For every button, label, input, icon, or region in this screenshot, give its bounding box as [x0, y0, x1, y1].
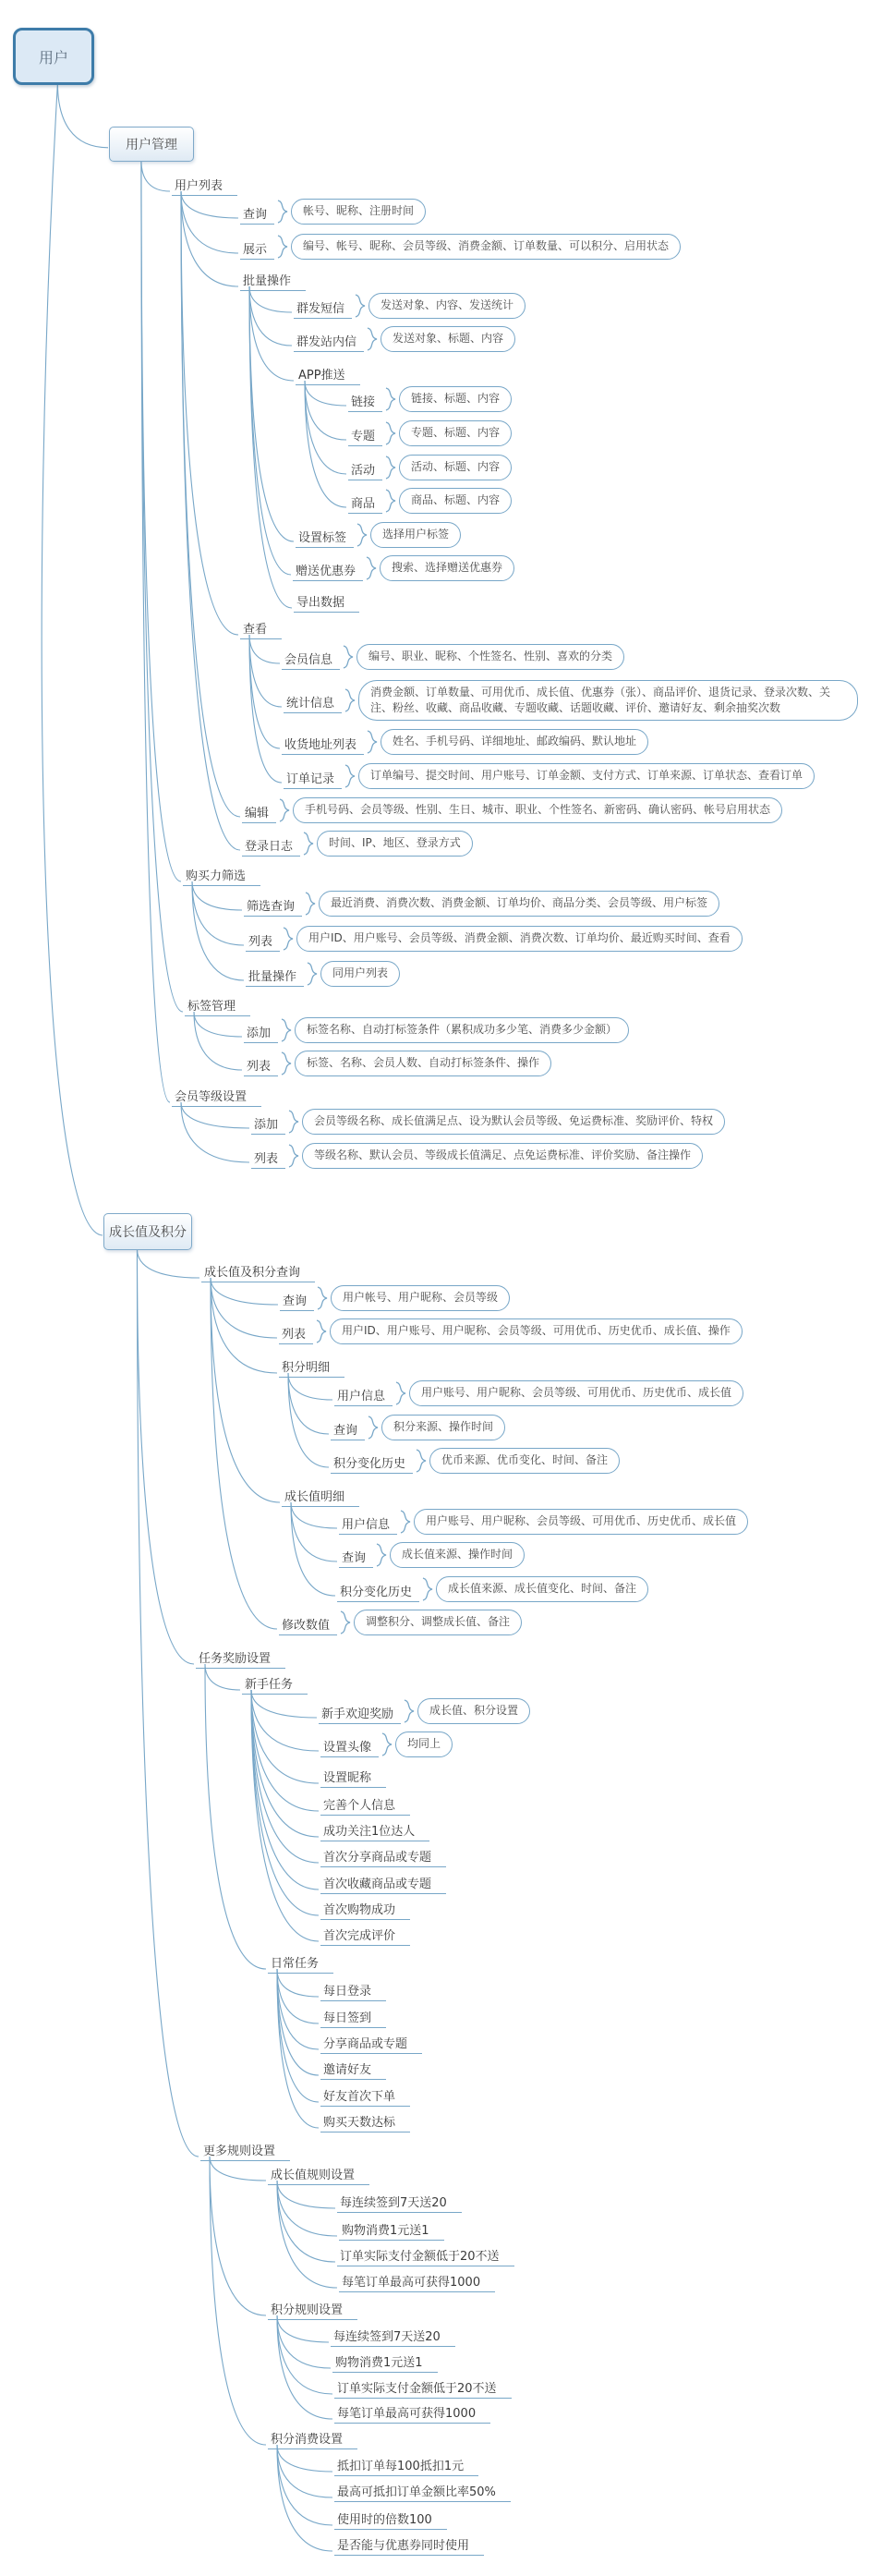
node-label: 好友首次下单	[320, 2086, 410, 2107]
node-push-product[interactable]	[348, 488, 512, 514]
node-label: 日常任务	[268, 1953, 333, 1974]
brace-icon	[422, 1577, 433, 1601]
node-label: 用户信息	[339, 1514, 397, 1535]
bubble-push-topic[interactable]: 专题、标题、内容	[399, 420, 512, 445]
bubble-pd-query[interactable]: 积分来源、操作时间	[381, 1415, 505, 1440]
node-label: 筛选查询	[244, 896, 302, 917]
node-label: 购买天数达标	[320, 2112, 410, 2132]
brace-icon	[385, 456, 396, 480]
node-newbie-tasks[interactable]	[242, 1674, 308, 1695]
node-growth-detail[interactable]	[282, 1487, 359, 1507]
brace-icon	[355, 294, 366, 318]
node-title: 成长值及积分	[109, 1225, 187, 1240]
node-label: 专题	[348, 426, 382, 446]
node-ul-query[interactable]	[240, 199, 426, 225]
node-gr-checkin[interactable]	[337, 2193, 462, 2213]
bubble-pd-history[interactable]: 优币来源、优币变化、时间、备注	[429, 1448, 620, 1473]
node-label: 购买力筛选	[183, 866, 260, 886]
node-pr-min[interactable]	[334, 2378, 512, 2399]
node-pr-spend[interactable]	[332, 2352, 438, 2373]
node-label: 商品	[348, 493, 382, 514]
node-label: 查询	[331, 1420, 365, 1440]
node-complete-profile[interactable]	[320, 1795, 410, 1816]
node-label: APP推送	[296, 365, 360, 385]
node-pd-history[interactable]	[331, 1448, 620, 1474]
brace-icon	[307, 962, 318, 986]
node-give-coupon[interactable]	[293, 555, 514, 581]
brace-icon	[279, 798, 290, 822]
node-label: 会员信息	[282, 650, 340, 670]
node-tag-management[interactable]	[185, 996, 250, 1016]
node-more-rules[interactable]	[200, 2141, 290, 2161]
node-label: 每日签到	[320, 2008, 386, 2028]
bubble-set-tag[interactable]: 选择用户标签	[370, 522, 461, 547]
brace-icon	[344, 764, 356, 788]
brace-icon	[305, 892, 316, 916]
bubble-pf-batch[interactable]: 同用户列表	[320, 961, 400, 986]
brace-icon	[367, 327, 378, 351]
node-label: 查询	[240, 204, 274, 225]
node-label: 积分变化历史	[337, 1582, 419, 1602]
node-pf-query[interactable]	[244, 891, 719, 917]
node-pr-max[interactable]	[334, 2403, 490, 2424]
node-user[interactable]	[13, 28, 94, 85]
bubble-tag-list[interactable]: 标签、名称、会员人数、自动打标签条件、操作	[295, 1051, 551, 1075]
bubble-gpq-query[interactable]: 用户帐号、用户昵称、会员等级	[331, 1285, 510, 1310]
brace-icon	[340, 1610, 351, 1634]
bubble-give-coupon[interactable]: 搜索、选择赠送优惠券	[380, 555, 514, 580]
node-points-spend[interactable]	[268, 2429, 357, 2449]
node-label: 群发站内信	[294, 332, 364, 352]
node-label: 统计信息	[284, 693, 342, 713]
node-label: 每笔订单最高可获得1000	[339, 2272, 495, 2292]
brace-icon	[381, 1732, 393, 1756]
node-set-tag[interactable]	[296, 522, 461, 548]
bubble-order-records[interactable]: 订单编号、提交时间、用户账号、订单金额、支付方式、订单来源、订单状态、查看订单	[358, 763, 815, 788]
brace-icon	[376, 1543, 387, 1567]
node-pr-checkin[interactable]	[331, 2327, 455, 2347]
node-label: 成功关注1位达人	[320, 1821, 429, 1841]
node-label: 任务奖励设置	[196, 1648, 285, 1669]
node-label: 群发短信	[294, 298, 352, 319]
node-tag-add[interactable]	[244, 1017, 629, 1043]
brace-icon	[277, 235, 288, 259]
node-label: 最高可抵扣订单金额比率50%	[334, 2482, 511, 2502]
node-label: 更多规则设置	[200, 2141, 290, 2161]
node-first-purchase[interactable]	[320, 1900, 410, 1920]
brace-icon	[317, 1286, 328, 1310]
node-gd-query[interactable]	[339, 1542, 525, 1568]
node-label: 新手任务	[242, 1674, 308, 1695]
bubble-set-avatar[interactable]: 均同上	[395, 1732, 453, 1756]
node-label: 购物消费1元送1	[332, 2352, 438, 2373]
bubble-push-product[interactable]: 商品、标题、内容	[399, 488, 512, 513]
node-label: 购物消费1元送1	[339, 2220, 444, 2241]
node-ps-deduct[interactable]	[334, 2456, 478, 2476]
bubble-login-log[interactable]: 时间、IP、地区、登录方式	[317, 831, 473, 856]
node-address-list[interactable]	[282, 729, 648, 755]
node-first-share[interactable]	[320, 1847, 446, 1867]
brace-icon	[344, 688, 356, 712]
bubble-batch-sms[interactable]: 发送对象、内容、发送统计	[368, 293, 526, 318]
bubble-tag-add[interactable]: 标签名称、自动打标签条件（累积成功多少笔、消费多少金额）	[295, 1017, 629, 1042]
node-task-rewards[interactable]	[196, 1648, 285, 1669]
brace-icon	[367, 730, 378, 754]
node-pd-query[interactable]	[331, 1415, 505, 1440]
node-label: 首次收藏商品或专题	[320, 1874, 446, 1894]
brace-icon	[366, 556, 377, 580]
node-growth-rules[interactable]	[268, 2165, 369, 2185]
node-gr-spend[interactable]	[339, 2220, 444, 2241]
node-label: 订单记录	[284, 769, 342, 789]
node-stats-info[interactable]	[284, 687, 858, 713]
node-label: 积分规则设置	[268, 2300, 357, 2320]
node-label: 列表	[279, 1324, 313, 1344]
brace-icon	[288, 1144, 299, 1168]
brace-icon	[283, 927, 294, 951]
bubble-gd-history[interactable]: 成长值来源、成长值变化、时间、备注	[436, 1576, 648, 1601]
node-invite-friend[interactable]	[320, 2060, 386, 2080]
node-daily-tasks[interactable]	[268, 1953, 333, 1974]
node-label: 用户列表	[172, 176, 237, 196]
node-label: 首次分享商品或专题	[320, 1847, 446, 1867]
node-growth-points[interactable]	[103, 1213, 192, 1250]
node-modify-value[interactable]	[279, 1610, 522, 1635]
node-label: 成长值及积分查询	[201, 1262, 315, 1282]
node-label: 设置头像	[320, 1737, 379, 1757]
node-level-list[interactable]	[251, 1143, 703, 1169]
brace-icon	[343, 645, 354, 669]
bubble-address-list[interactable]: 姓名、手机号码、详细地址、邮政编码、默认地址	[381, 729, 648, 754]
node-label: 首次购物成功	[320, 1900, 410, 1920]
node-label: 导出数据	[294, 592, 359, 613]
node-label: 查询	[339, 1548, 373, 1568]
brace-icon	[385, 387, 396, 411]
node-label: 赠送优惠券	[293, 561, 363, 581]
node-newbie-welcome[interactable]	[319, 1698, 530, 1724]
node-label: 列表	[251, 1148, 285, 1169]
bubble-pd-user-info[interactable]: 用户账号、用户昵称、会员等级、可用优币、历史优币、成长值	[409, 1380, 743, 1405]
bubble-level-list[interactable]: 等级名称、默认会员、等级成长值满足、点免运费标准、评价奖励、备注操作	[302, 1143, 703, 1168]
brace-icon	[281, 1018, 292, 1042]
node-user-list[interactable]	[172, 176, 237, 196]
brace-icon	[316, 1319, 327, 1343]
node-label: 用户信息	[334, 1386, 393, 1406]
node-ul-batch[interactable]	[240, 271, 306, 291]
node-share-product[interactable]	[320, 2034, 422, 2054]
bubble-newbie-welcome[interactable]: 成长值、积分设置	[417, 1698, 530, 1723]
node-label: 成长值规则设置	[268, 2165, 369, 2185]
node-title: 用户	[38, 48, 68, 67]
bubble-pf-query[interactable]: 最近消费、消费次数、消费金额、订单均价、商品分类、会员等级、用户标签	[319, 891, 719, 916]
bubble-edit[interactable]: 手机号码、会员等级、性别、生日、城市、职业、个性签名、新密码、确认密码、帐号启用状态	[293, 797, 782, 822]
node-label: 批量操作	[240, 271, 306, 291]
node-first-collect[interactable]	[320, 1874, 446, 1894]
bubble-gd-query[interactable]: 成长值来源、操作时间	[390, 1542, 525, 1567]
node-batch-sitemsg[interactable]	[294, 326, 515, 352]
bubble-push-activity[interactable]: 活动、标题、内容	[399, 455, 512, 480]
bubble-member-info[interactable]: 编号、职业、昵称、个性签名、性别、喜欢的分类	[356, 644, 624, 669]
node-label: 积分变化历史	[331, 1453, 413, 1474]
brace-icon	[281, 1051, 292, 1075]
node-pf-batch[interactable]	[246, 961, 400, 987]
brace-icon	[303, 832, 314, 856]
node-label: 积分明细	[279, 1357, 344, 1378]
bubble-batch-sitemsg[interactable]: 发送对象、标题、内容	[381, 326, 515, 351]
brace-icon	[404, 1699, 415, 1723]
brace-icon	[416, 1449, 427, 1473]
bubble-gpq-list[interactable]: 用户ID、用户账号、用户昵称、会员等级、可用优币、历史优币、成长值、操作	[330, 1318, 743, 1343]
node-label: 收货地址列表	[282, 735, 364, 755]
node-label: 首次完成评价	[320, 1926, 410, 1946]
node-ps-multiple[interactable]	[334, 2509, 447, 2530]
node-level-add[interactable]	[251, 1109, 725, 1135]
node-label: 每连续签到7天送20	[331, 2327, 455, 2347]
node-user-management[interactable]	[109, 127, 194, 162]
brace-icon	[288, 1110, 299, 1134]
node-label: 邀请好友	[320, 2060, 386, 2080]
node-label: 编辑	[242, 803, 276, 823]
node-set-nickname[interactable]	[320, 1768, 386, 1788]
node-gd-history[interactable]	[337, 1576, 648, 1602]
node-view[interactable]	[240, 619, 282, 639]
node-label: 每日登录	[320, 1981, 386, 2001]
node-ul-display[interactable]	[240, 234, 681, 260]
bubble-gd-user-info[interactable]: 用户账号、用户昵称、会员等级、可用优币、历史优币、成长值	[414, 1509, 748, 1534]
node-label: 分享商品或专题	[320, 2034, 422, 2054]
node-gpq-query[interactable]	[280, 1285, 510, 1311]
node-label: 新手欢迎奖励	[319, 1704, 401, 1724]
node-first-review[interactable]	[320, 1926, 410, 1946]
node-push-activity[interactable]	[348, 455, 512, 480]
node-label: 活动	[348, 460, 382, 480]
bubble-stats-info[interactable]: 消费金额、订单数量、可用优币、成长值、优惠券（张）、商品评价、退货记录、登录次数、关注、粉丝、收藏、商品收藏、专题收藏、话题收藏、评价、邀请好友、剩余抽奖次数	[358, 680, 858, 722]
bubble-pf-list[interactable]: 用户ID、用户账号、会员等级、消费金额、消费次数、订单均价、最近购买时间、查看	[296, 926, 743, 951]
node-label: 添加	[244, 1023, 278, 1043]
node-label: 设置标签	[296, 528, 354, 548]
node-label: 标签管理	[185, 996, 250, 1016]
node-label: 修改数值	[279, 1615, 337, 1635]
brace-icon	[385, 421, 396, 445]
node-label: 抵扣订单每100抵扣1元	[334, 2456, 478, 2476]
brace-icon	[368, 1416, 379, 1440]
node-label: 添加	[251, 1114, 285, 1135]
node-push-link[interactable]	[348, 386, 512, 412]
node-label: 订单实际支付金额低于20不送	[334, 2378, 512, 2399]
node-ps-coupon[interactable]	[334, 2535, 484, 2556]
node-order-records[interactable]	[284, 763, 815, 789]
node-gd-user-info[interactable]	[339, 1509, 748, 1535]
node-daily-checkin[interactable]	[320, 2008, 386, 2028]
node-batch-sms[interactable]	[294, 293, 526, 319]
node-gr-min[interactable]	[337, 2246, 514, 2266]
node-label: 登录日志	[242, 836, 300, 857]
node-export-data[interactable]	[294, 592, 359, 613]
node-follow-expert[interactable]	[320, 1821, 429, 1841]
bubble-ul-query[interactable]: 帐号、昵称、注册时间	[291, 199, 426, 224]
node-label: 查看	[240, 619, 282, 639]
node-purchase-days[interactable]	[320, 2112, 410, 2132]
node-gpq-list[interactable]	[279, 1318, 743, 1344]
node-label: 订单实际支付金额低于20不送	[337, 2246, 514, 2266]
node-label: 会员等级设置	[172, 1087, 261, 1107]
node-pd-user-info[interactable]	[334, 1380, 743, 1406]
node-label: 每连续签到7天送20	[337, 2193, 462, 2213]
node-ps-ratio[interactable]	[334, 2482, 511, 2502]
bubble-push-link[interactable]: 链接、标题、内容	[399, 386, 512, 411]
node-label: 列表	[246, 931, 280, 952]
node-label: 查询	[280, 1291, 314, 1311]
node-label: 完善个人信息	[320, 1795, 410, 1816]
node-login-log[interactable]	[242, 831, 473, 857]
bubble-modify-value[interactable]: 调整积分、调整成长值、备注	[354, 1610, 522, 1634]
node-purchase-filter[interactable]	[183, 866, 260, 886]
node-edit[interactable]	[242, 797, 782, 823]
node-gr-max[interactable]	[339, 2272, 495, 2292]
brace-icon	[400, 1510, 411, 1534]
bubble-level-add[interactable]: 会员等级名称、成长值满足点、设为默认会员等级、免运费标准、奖励评价、特权	[302, 1109, 725, 1134]
node-gp-query-group[interactable]	[201, 1262, 315, 1282]
brace-icon	[277, 200, 288, 224]
node-app-push[interactable]	[296, 365, 360, 385]
node-label: 每笔订单最高可获得1000	[334, 2403, 490, 2424]
node-tag-list[interactable]	[244, 1051, 551, 1076]
node-label: 列表	[244, 1056, 278, 1076]
node-points-detail[interactable]	[279, 1357, 344, 1378]
node-label: 成长值明细	[282, 1487, 359, 1507]
node-title: 用户管理	[126, 138, 177, 152]
node-label: 设置昵称	[320, 1768, 386, 1788]
node-friend-first-order[interactable]	[320, 2086, 410, 2107]
node-member-info[interactable]	[282, 644, 624, 670]
bubble-ul-display[interactable]: 编号、帐号、昵称、会员等级、消费金额、订单数量、可以积分、启用状态	[291, 234, 681, 259]
node-label: 使用时的倍数100	[334, 2509, 447, 2530]
node-label: 积分消费设置	[268, 2429, 357, 2449]
node-label: 是否能与优惠券同时使用	[334, 2535, 484, 2556]
node-push-topic[interactable]	[348, 420, 512, 446]
node-daily-login[interactable]	[320, 1981, 386, 2001]
node-label: 展示	[240, 239, 274, 260]
node-points-rules[interactable]	[268, 2300, 357, 2320]
node-level-settings[interactable]	[172, 1087, 261, 1107]
brace-icon	[385, 489, 396, 513]
brace-icon	[356, 523, 368, 547]
node-set-avatar[interactable]	[320, 1732, 453, 1757]
node-pf-list[interactable]	[246, 926, 743, 952]
node-label: 链接	[348, 392, 382, 412]
node-label: 批量操作	[246, 966, 304, 987]
brace-icon	[395, 1381, 406, 1405]
